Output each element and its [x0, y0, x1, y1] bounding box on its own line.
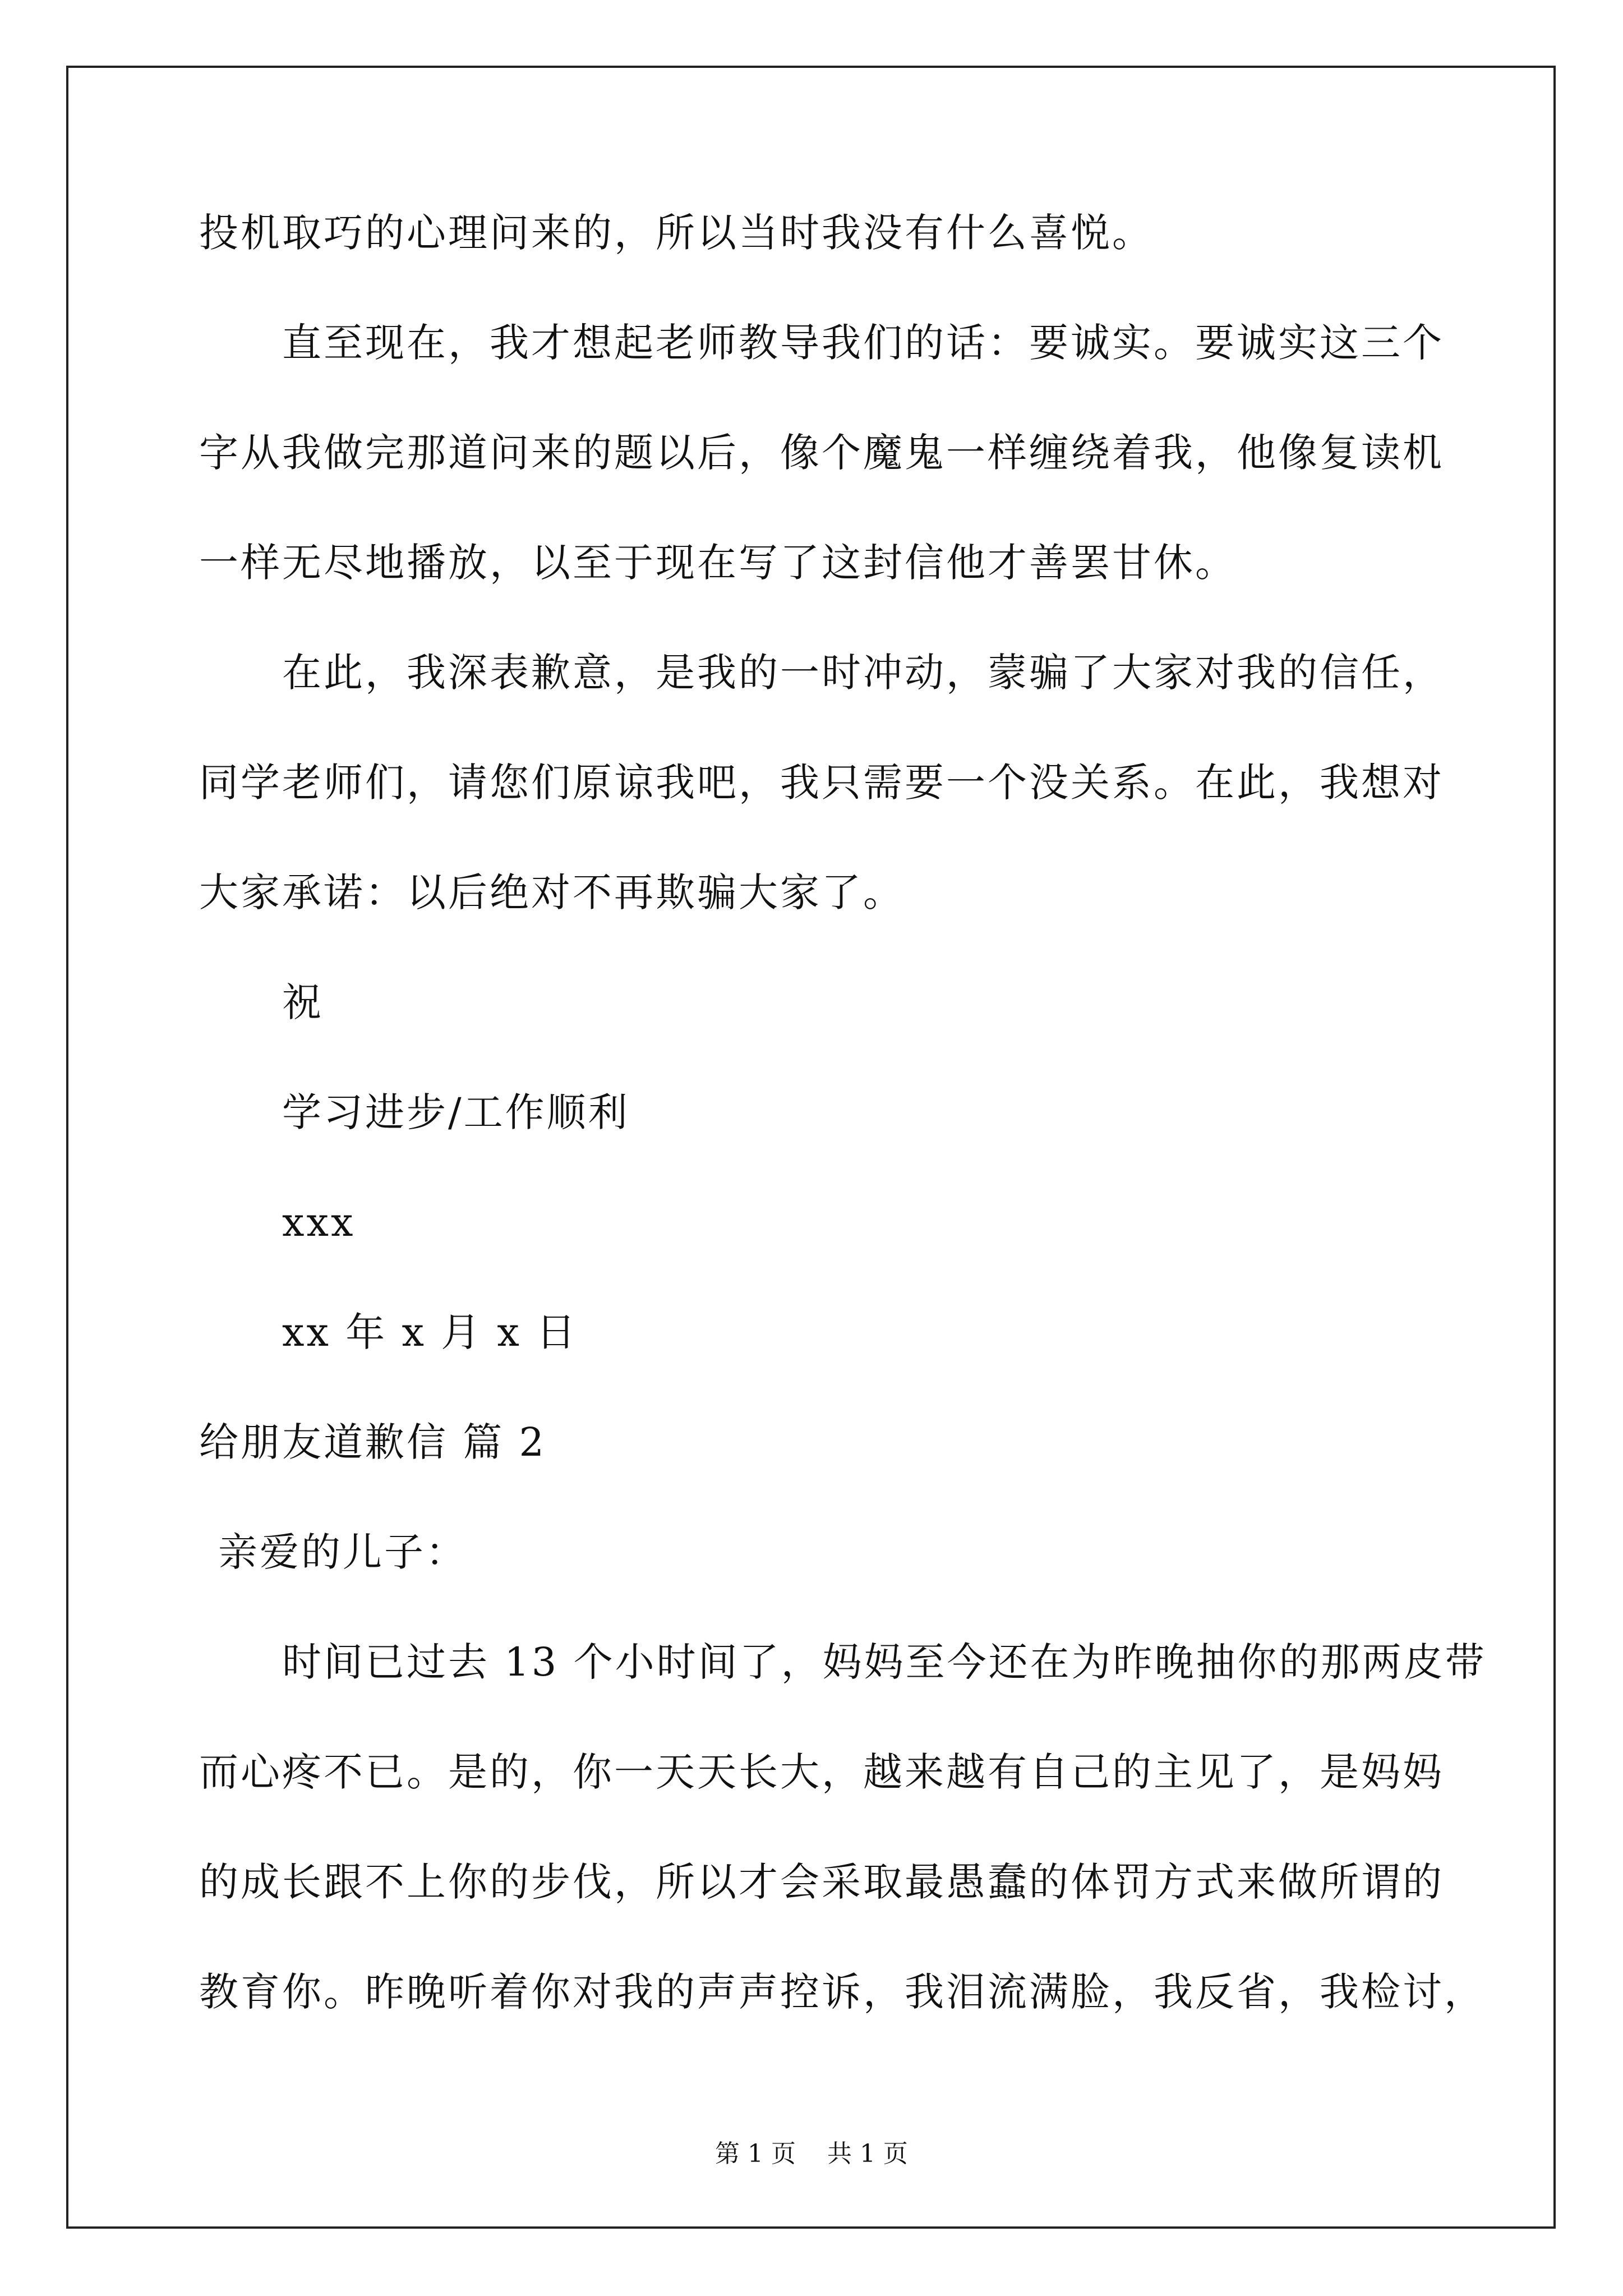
body-line: 在此，我深表歉意，是我的一时冲动，蒙骗了大家对我的信任，: [282, 650, 1444, 696]
body-line: 直至现在，我才想起老师教导我们的话：要诚实。要诚实这三个: [282, 320, 1444, 366]
body-line: 教育你。昨晚听着你对我的声声控诉，我泪流满脸，我反省，我检讨，: [199, 1969, 1486, 2015]
closing-wish: 祝: [282, 979, 324, 1025]
body-line: 时间已过去 13 个小时间了，妈妈至今还在为昨晚抽你的那两皮带: [282, 1639, 1487, 1685]
document-body: [199, 205, 1487, 2074]
body-line: 的成长跟不上你的步伐，所以才会采取最愚蠢的体罚方式来做所谓的: [199, 1859, 1444, 1905]
page-footer: [0, 2138, 1623, 2170]
body-line: 大家承诺：以后绝对不再欺骗大家了。: [199, 869, 905, 915]
body-line: 而心疼不已。是的，你一天天长大，越来越有自己的主见了，是妈妈: [199, 1749, 1444, 1795]
body-line: 同学老师们，请您们原谅我吧，我只需要一个没关系。在此，我想对: [199, 760, 1444, 806]
page-number-label: 第 1 页 共 1 页: [715, 2139, 908, 2168]
closing-wish-text: 学习进步/工作顺利: [282, 1089, 630, 1135]
body-line: 投机取巧的心理问来的，所以当时我没有什么喜悦。: [199, 210, 1154, 256]
date-line: xx 年 x 月 x 日: [282, 1309, 578, 1355]
signature: xxx: [282, 1199, 356, 1245]
section-heading: 给朋友道歉信 篇 2: [199, 1419, 547, 1465]
salutation: 亲爱的儿子：: [218, 1529, 467, 1575]
body-line: 字从我做完那道问来的题以后，像个魔鬼一样缠绕着我，他像复读机: [199, 430, 1444, 476]
body-line: 一样无尽地播放，以至于现在写了这封信他才善罢甘休。: [199, 540, 1237, 586]
